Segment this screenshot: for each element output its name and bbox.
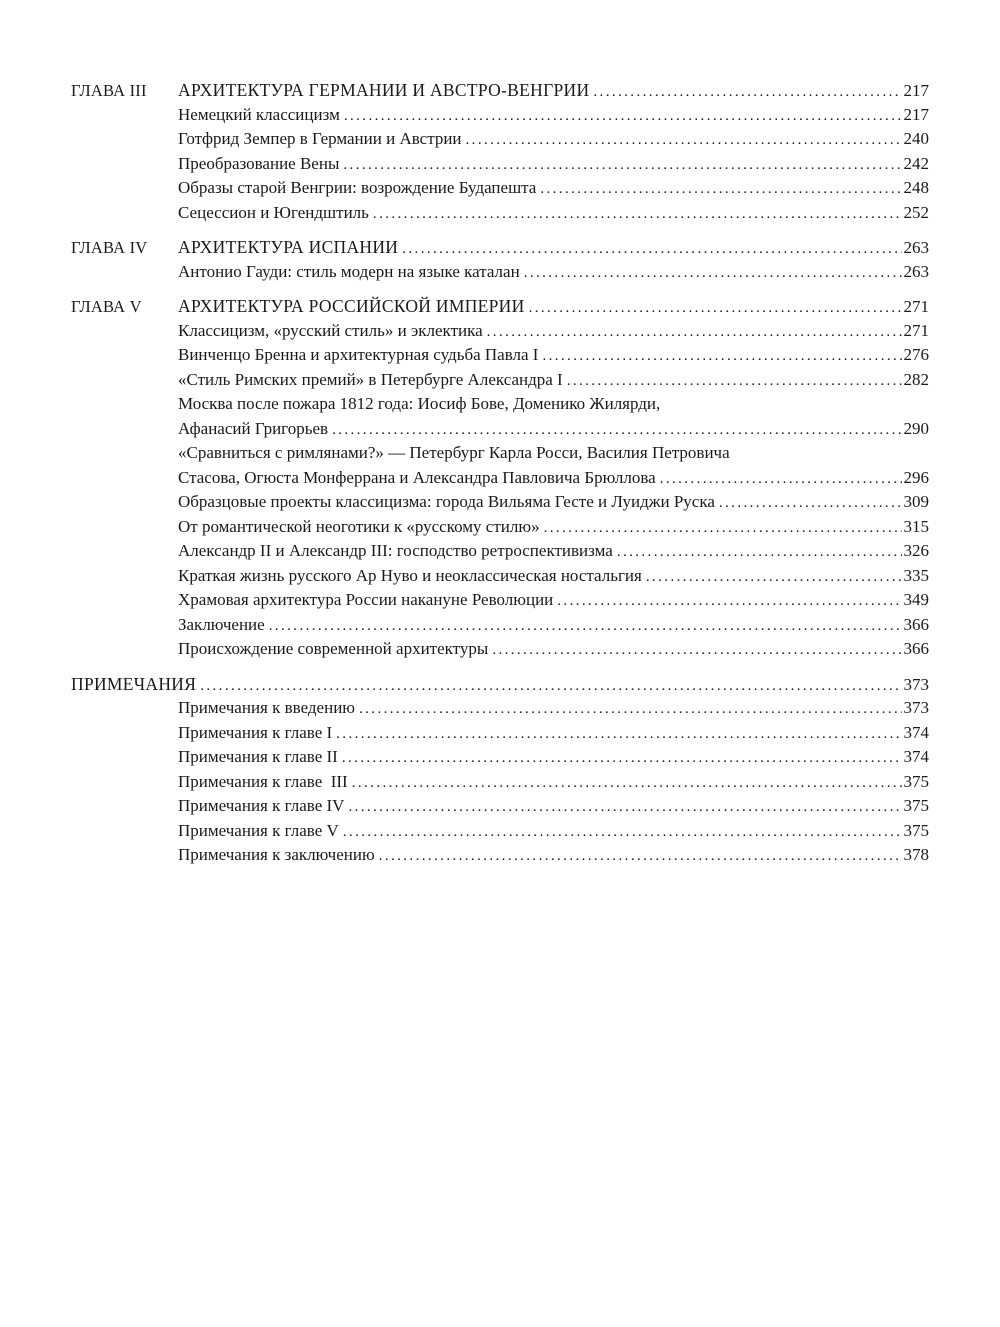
dot-leader xyxy=(557,589,901,614)
dot-leader xyxy=(200,674,901,699)
toc-entry[interactable] xyxy=(71,417,929,442)
dot-leader xyxy=(646,565,902,590)
dot-leader xyxy=(466,128,902,153)
page-number: 309 xyxy=(903,492,929,511)
page-number: 373 xyxy=(903,698,929,717)
toc-entry[interactable] xyxy=(71,745,929,770)
entry-title: Антонио Гауди: стиль модерн на языке каталан xyxy=(178,261,520,281)
entry-title: Храмовая архитектура России накануне Революции xyxy=(178,590,554,609)
toc-entry[interactable] xyxy=(71,319,929,344)
dot-leader xyxy=(544,516,902,541)
entry-title: Афанасий Григорьев xyxy=(178,418,329,438)
page-number: 240 xyxy=(903,129,929,148)
entry-title: Краткая жизнь русского Ар Нуво и неоклассическая ностальгия xyxy=(178,565,642,585)
entry-title: Стасова, Огюста Монферрана и Александра Павловича Брюллова xyxy=(178,467,656,487)
toc-entry[interactable] xyxy=(71,127,929,152)
page-number: 263 xyxy=(903,238,929,257)
toc-entry[interactable] xyxy=(71,466,929,491)
entry-title: Примечания к главе III xyxy=(178,771,348,791)
chapter-title: АРХИТЕКТУРА РОССИЙСКОЙ ИМПЕРИИ xyxy=(178,296,525,316)
page-number: 271 xyxy=(903,320,929,340)
page-number: 366 xyxy=(903,614,929,634)
toc-entry[interactable] xyxy=(71,368,929,393)
toc-entry[interactable] xyxy=(71,103,929,128)
page-number: 315 xyxy=(903,516,929,536)
chapter-3 xyxy=(71,78,929,225)
page-number: 276 xyxy=(903,345,929,364)
entry-title: Примечания к главе V xyxy=(178,820,339,840)
toc-entry[interactable] xyxy=(71,637,929,662)
page-number: 263 xyxy=(903,261,929,281)
entry-title: Примечания к главе IV xyxy=(178,796,345,815)
page-number: 375 xyxy=(903,771,929,791)
entry-title: Александр II и Александр III: господство ретроспективизма xyxy=(178,541,613,560)
chapter-heading[interactable] xyxy=(71,235,929,260)
toc-entry[interactable] xyxy=(71,819,929,844)
page-number: 378 xyxy=(903,845,929,864)
dot-leader xyxy=(487,320,902,345)
notes-section xyxy=(71,672,929,868)
chapter-label: ГЛАВА V xyxy=(71,297,142,316)
toc-entry[interactable] xyxy=(71,539,929,564)
toc-entry[interactable] xyxy=(71,515,929,540)
page-number: 375 xyxy=(903,796,929,815)
chapter-label: ГЛАВА IV xyxy=(71,238,148,257)
toc-entry[interactable] xyxy=(71,721,929,746)
notes-title: ПРИМЕЧАНИЯ xyxy=(71,673,197,694)
entry-title: Примечания к заключению xyxy=(178,845,375,864)
chapter-title: АРХИТЕКТУРА ГЕРМАНИИ И АВСТРО-ВЕНГРИИ xyxy=(178,80,590,100)
entry-title: Преобразование Вены xyxy=(178,153,340,173)
dot-leader xyxy=(342,746,902,771)
toc-entry[interactable] xyxy=(71,176,929,201)
page-number: 252 xyxy=(903,202,929,222)
toc-entry[interactable] xyxy=(71,260,929,285)
dot-leader xyxy=(593,80,901,105)
page-number: 326 xyxy=(903,541,929,560)
page-number: 217 xyxy=(903,104,929,124)
dot-leader xyxy=(332,418,901,443)
entry-title: Сецессион и Югендштиль xyxy=(178,202,369,222)
toc-entry[interactable] xyxy=(71,696,929,721)
toc-entry-line1[interactable] xyxy=(71,441,929,466)
entry-title: Классицизм, «русский стиль» и эклектика xyxy=(178,320,483,340)
dot-leader xyxy=(402,237,901,262)
chapter-heading[interactable] xyxy=(71,294,929,319)
entry-title: Примечания к введению xyxy=(178,698,355,717)
dot-leader xyxy=(567,369,902,394)
page-number: 296 xyxy=(903,467,929,487)
entry-title: Готфрид Земпер в Германии и Австрии xyxy=(178,129,462,148)
entry-title: Примечания к главе II xyxy=(178,747,338,766)
page-number: 217 xyxy=(903,81,929,100)
page-number: 290 xyxy=(903,418,929,438)
dot-leader xyxy=(352,771,902,796)
dot-leader xyxy=(617,540,902,565)
page-number: 374 xyxy=(903,747,929,766)
dot-leader xyxy=(529,296,902,321)
dot-leader xyxy=(524,261,902,286)
page-number: 271 xyxy=(903,297,929,316)
dot-leader xyxy=(492,638,901,663)
page-number: 374 xyxy=(903,722,929,742)
dot-leader xyxy=(373,202,902,227)
chapter-heading[interactable] xyxy=(71,78,929,103)
toc-entry-line1[interactable] xyxy=(71,392,929,417)
toc-entry[interactable] xyxy=(71,490,929,515)
table-of-contents xyxy=(71,78,929,878)
entry-title: От романтической неоготики к «русскому стилю» xyxy=(178,516,540,536)
dot-leader xyxy=(359,697,902,722)
dot-leader xyxy=(348,795,901,820)
chapter-5 xyxy=(71,294,929,662)
entry-title: Винченцо Бренна и архитектурная судьба Павла I xyxy=(178,345,539,364)
toc-entry[interactable] xyxy=(71,152,929,177)
toc-entry[interactable] xyxy=(71,770,929,795)
toc-entry[interactable] xyxy=(71,201,929,226)
dot-leader xyxy=(269,614,902,639)
dot-leader xyxy=(336,722,901,747)
toc-entry[interactable] xyxy=(71,564,929,589)
entry-title-line1: Москва после пожара 1812 года: Иосиф Бове, Доменико Жилярди, xyxy=(178,394,661,413)
entry-title-line1: «Сравниться с римлянами?» — Петербург Карла Росси, Василия Петровича xyxy=(178,443,730,462)
page-number: 335 xyxy=(903,565,929,585)
page-number: 242 xyxy=(903,153,929,173)
dot-leader xyxy=(343,153,901,178)
entry-title: «Стиль Римских премий» в Петербурге Александра I xyxy=(178,369,563,389)
toc-entry[interactable] xyxy=(71,588,929,613)
entry-title: Происхождение современной архитектуры xyxy=(178,639,489,658)
dot-leader xyxy=(540,177,901,202)
entry-title: Немецкий классицизм xyxy=(178,104,340,124)
chapter-4 xyxy=(71,235,929,284)
toc-entry[interactable] xyxy=(71,343,929,368)
chapter-label: ГЛАВА III xyxy=(71,81,147,100)
dot-leader xyxy=(719,491,902,516)
page-number: 248 xyxy=(903,178,929,197)
toc-entry[interactable] xyxy=(71,794,929,819)
toc-entry[interactable] xyxy=(71,613,929,638)
dot-leader xyxy=(343,820,902,845)
toc-entry[interactable] xyxy=(71,843,929,868)
dot-leader xyxy=(379,844,902,869)
page-number: 349 xyxy=(903,590,929,609)
page-number: 282 xyxy=(903,369,929,389)
entry-title: Заключение xyxy=(178,614,265,634)
page-number: 373 xyxy=(903,674,929,694)
page-number: 366 xyxy=(903,639,929,658)
page-number: 375 xyxy=(903,820,929,840)
entry-title: Образцовые проекты классицизма: города Вильяма Гесте и Луиджи Руска xyxy=(178,492,715,511)
notes-heading[interactable] xyxy=(71,672,929,697)
dot-leader xyxy=(660,467,902,492)
entry-title: Примечания к главе I xyxy=(178,722,333,742)
entry-title: Образы старой Венгрии: возрождение Будапешта xyxy=(178,178,537,197)
chapter-title: АРХИТЕКТУРА ИСПАНИИ xyxy=(178,237,399,257)
dot-leader xyxy=(344,104,902,129)
dot-leader xyxy=(542,344,901,369)
